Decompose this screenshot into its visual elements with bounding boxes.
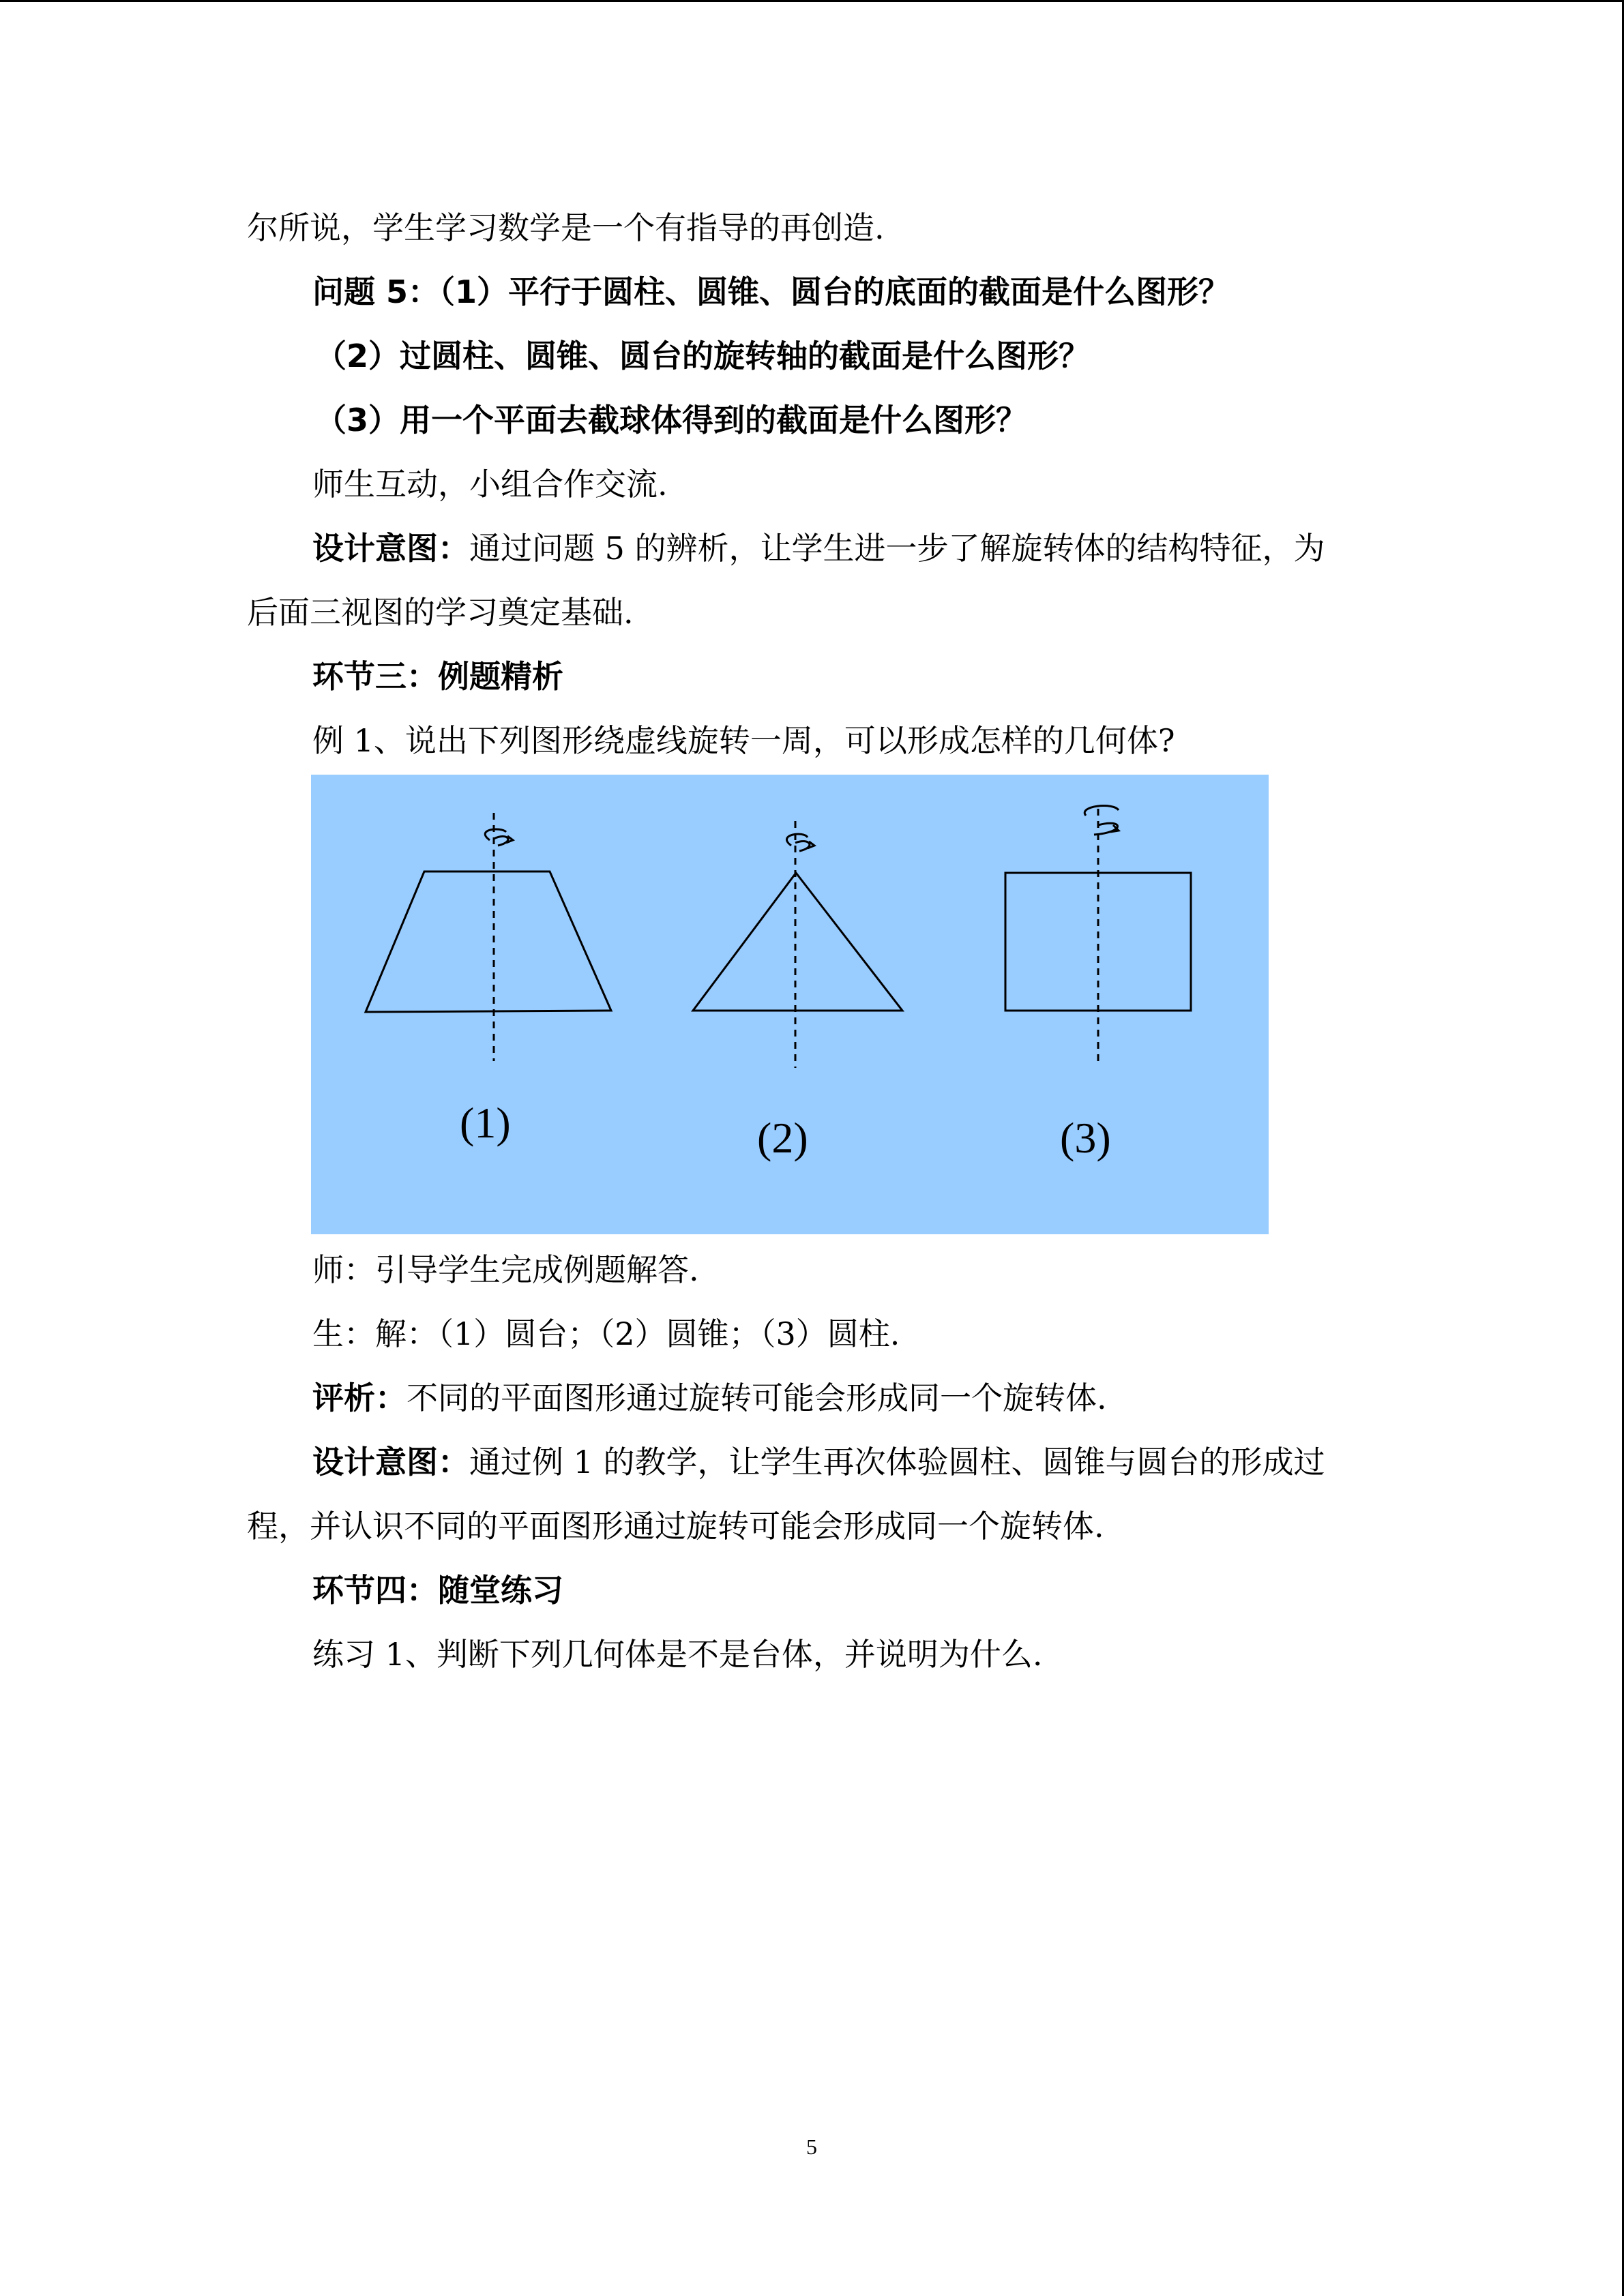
rotation-arrow-icon-1: [485, 829, 508, 846]
exercise-1-prompt: 练习 1、判断下列几何体是不是台体，并说明为什么.: [312, 1636, 1043, 1673]
teacher-note: 师：引导学生完成例题解答.: [312, 1251, 699, 1288]
section-heading-3: 环节三：例题精析: [312, 658, 563, 695]
example-1-prompt: 例 1、说出下列图形绕虚线旋转一周，可以形成怎样的几何体?: [312, 722, 1175, 759]
question-5-part-2: （2）过圆柱、圆锥、圆台的旋转轴的截面是什么图形？: [315, 338, 1091, 374]
figure-label-2: (2): [757, 1114, 808, 1162]
interaction-note: 师生互动，小组合作交流.: [312, 466, 668, 503]
comment-label: 评析：: [312, 1380, 407, 1416]
rotation-figure: [311, 775, 1269, 1234]
design-intent-2-continued: 程，并认识不同的平面图形通过旋转可能会形成同一个旋转体.: [247, 1508, 1104, 1545]
design-intent-text: 通过问题 5 的辨析，让学生进一步了解旋转体的结构特征，为: [469, 530, 1325, 567]
rotation-figure-drawing: [311, 775, 1269, 1234]
design-intent-2-label: 设计意图：: [312, 1444, 469, 1480]
page-border-top: [0, 0, 1624, 2]
rotation-arrow-icon-2: [786, 834, 809, 851]
page-number: 5: [806, 2134, 817, 2159]
trapezoid-shape: [366, 871, 611, 1012]
rectangle-shape: [1005, 873, 1191, 1011]
design-intent-2: [312, 1442, 1325, 1482]
figure-label-1: (1): [460, 1099, 511, 1147]
rotation-arrow-icon-3: [1084, 806, 1119, 835]
design-intent-1-continued: 后面三视图的学习奠定基础.: [247, 594, 634, 631]
triangle-shape: [693, 873, 902, 1011]
paragraph-line: 尔所说，学生学习数学是一个有指导的再创造.: [247, 209, 885, 246]
question-5-part-3: （3）用一个平面去截球体得到的截面是什么图形？: [315, 402, 1028, 438]
student-answer: 生：解：（1）圆台；（2）圆锥；（3）圆柱.: [312, 1315, 900, 1352]
figure-label-3: (3): [1060, 1114, 1111, 1162]
design-intent-label: 设计意图：: [312, 530, 469, 567]
comment: [312, 1377, 1107, 1418]
design-intent-1: [312, 528, 1325, 569]
section-heading-4: 环节四：随堂练习: [312, 1572, 563, 1609]
comment-text: 不同的平面图形通过旋转可能会形成同一个旋转体.: [407, 1380, 1107, 1416]
question-5: 问题 5：（1）平行于圆柱、圆锥、圆台的底面的截面是什么图形？: [312, 273, 1230, 310]
design-intent-2-text: 通过例 1 的教学，让学生再次体验圆柱、圆锥与圆台的形成过: [469, 1444, 1325, 1480]
